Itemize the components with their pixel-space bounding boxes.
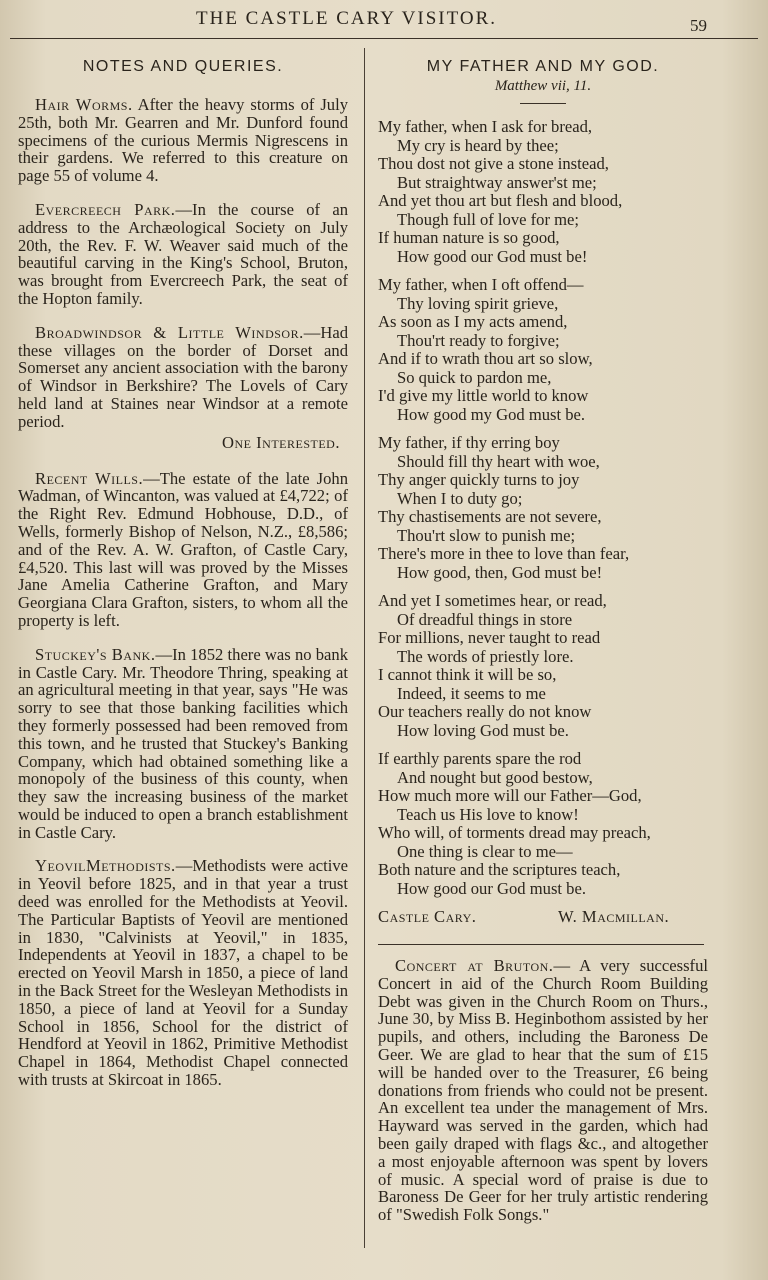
page-number: 59 xyxy=(690,16,707,35)
poem-line: And if to wrath thou art so slow, xyxy=(378,349,593,368)
note-body: After the heavy storms of July 25th, both Mr. Gearren and Mr. Dunford found specimens of the curious Mermis Nigrescens in their gardens. We referred to this creature on page 55 of volume 4. xyxy=(18,95,348,186)
poem-rule xyxy=(520,103,566,104)
header-rule xyxy=(10,38,758,39)
note-broadwindsor xyxy=(18,324,348,431)
note-body: —Methodists were active in Yeovil before 1825, and in that year a trust deed was enrolled for the Methodists at Yeovil. The Particular Baptists of Yeovil are mentioned in 1830, "Calvinists at Yeovil," in 1835, Independents at Yeovil in 1837, a chapel to be erected on Yeovil Marsh in 1850, a piece of land in the Back Street for the Wesleyan Methodists in 1850, a piece of land at Yeovil for a Sunday School in 1856, School for the district of Hendford at Yeovil in 1862, Primitive Methodist Chapel in 1864, Methodist Chapel connected with trusts at Skircoat in 1865. xyxy=(18,856,348,1090)
poem-line: For millions, never taught to read xyxy=(378,628,601,647)
note-hair-worms xyxy=(18,96,348,185)
note-lead: Hair Worms. xyxy=(35,95,133,114)
poem-line: Thy loving spirit grieve, xyxy=(397,293,559,313)
note-body: —In 1852 there was no bank in Castle Cary. Mr. Theodore Thring, speaking at an agricultural meeting in that year, says "He was sorry to see that those banking facilities which they formerly possessed had been removed from this town, and he trusted that Stuckey's Banking Company, which had obtained something like a monopoly of the business of this county, when they saw the increasing business of the market would be induced to open a branch establishment in Castle Cary. xyxy=(18,644,349,842)
poem-author: W. Macmillan. xyxy=(558,907,670,926)
poem-line: Who will, of torments dread may preach, xyxy=(378,823,651,842)
note-lead: YeovilMethodists. xyxy=(35,856,176,876)
poem-stanza xyxy=(378,276,708,424)
poem-line: If human nature is so good, xyxy=(378,228,560,247)
note-lead: Stuckey's Bank. xyxy=(35,644,156,664)
poem-line: When I to duty go; xyxy=(397,488,523,508)
poem-line: One thing is clear to me— xyxy=(397,841,573,861)
poem-line: Should fill thy heart with woe, xyxy=(397,451,600,471)
column-divider xyxy=(364,48,365,1248)
note-signature: One Interested. xyxy=(222,432,340,452)
note-evercreech-park xyxy=(18,201,348,308)
poem-line: My father, if thy erring boy xyxy=(378,433,560,452)
poem-line: How good my God must be. xyxy=(397,404,586,424)
right-column xyxy=(378,52,708,1240)
poem-line: How much more will our Father—God, xyxy=(378,786,642,805)
running-title: THE CASTLE CARY VISITOR. xyxy=(196,8,498,29)
poem-stanza xyxy=(378,750,708,898)
note-body: —The estate of the late John Wadman, of Wincanton, was valued at £4,722; of the Right Rev. Edmund Hobhouse, D.D., of Wells, formerly Bishop of Nelson, N.Z., £8,586; and of the Rev. A. W. Grafton, of Castle Cary, £4,520. This last will was proved by the Misses Jane Amelia Catherine Grafton, and Mary Georgiana Clara Grafton, sisters, to whom all the property is left. xyxy=(18,468,348,630)
poem-line: And yet I sometimes hear, or read, xyxy=(378,591,607,610)
poem-line: And nought but good bestow, xyxy=(397,767,593,787)
poem-line: The words of priestly lore. xyxy=(397,646,574,666)
poem-line: I cannot think it will be so, xyxy=(378,665,557,684)
note-body: — A very successful Concert in aid of the Church Room Building Debt was given in the Church Room on Thurs., June 30, by Miss B. Heginbothom assisted by her pupils, and others, including the Baroness De Geer. We are glad to hear that the sum of £15 will be handed over to the Treasurer, £6 being donations from friends who could not be present. An excellent tea under the management of Mrs. Hayward was served in the garden, which had been gaily draped with flags &c., and altogether a most enjoyable afternoon was spent by lovers of music. A special word of praise is due to Baroness De Geer for her truly artistic rendering of "Swedish Folk Songs." xyxy=(378,956,708,1225)
poem-line: So quick to pardon me, xyxy=(397,367,552,387)
poem-line: How good our God must be. xyxy=(397,878,586,898)
poem-line: My father, when I ask for bread, xyxy=(378,117,593,136)
note-lead: Concert at Bruton. xyxy=(395,956,554,975)
poem-line: How good our God must be! xyxy=(397,246,588,266)
poem-line: Thou'rt slow to punish me; xyxy=(397,525,576,545)
poem-body xyxy=(378,118,708,898)
note-stuckeys-bank xyxy=(18,646,348,842)
poem-line: How loving God must be. xyxy=(397,720,569,740)
poem-line: Teach us His love to know! xyxy=(397,804,579,824)
poem-signature xyxy=(378,908,708,928)
poem-title: MY FATHER AND MY GOD. xyxy=(426,58,660,75)
poem-reference: Matthew vii, 11. xyxy=(494,78,592,94)
note-lead: Evercreech Park. xyxy=(35,199,176,219)
poem-line: My father, when I oft offend— xyxy=(378,275,584,294)
poem-line: Of dreadful things in store xyxy=(397,609,573,629)
poem-line: Thou dost not give a stone instead, xyxy=(378,154,609,173)
poem-line: If earthly parents spare the rod xyxy=(378,749,582,768)
poem-line: And yet thou art but flesh and blood, xyxy=(378,191,623,210)
note-lead: Recent Wills. xyxy=(35,468,144,488)
note-yeovil-methodists xyxy=(18,857,348,1088)
poem-line: Thou'rt ready to forgive; xyxy=(397,330,560,350)
poem-line: My cry is heard by thee; xyxy=(397,135,559,155)
note-concert-at-bruton xyxy=(378,957,708,1224)
poem-stanza xyxy=(378,434,708,582)
poem-line: Indeed, it seems to me xyxy=(397,683,546,703)
poem-place: Castle Cary. xyxy=(378,907,477,926)
poem-line: Both nature and the scriptures teach, xyxy=(378,860,621,879)
note-lead: Broadwindsor & Little Windsor. xyxy=(35,322,304,342)
poem-stanza xyxy=(378,592,708,740)
poem-line: There's more in thee to love than fear, xyxy=(378,544,630,563)
poem-line: Thy chastisements are not severe, xyxy=(378,507,602,526)
poem-line: How good, then, God must be! xyxy=(397,562,603,582)
left-column xyxy=(18,52,348,1105)
poem-line: Though full of love for me; xyxy=(397,209,580,229)
poem-line: But straightway answer'st me; xyxy=(397,172,597,192)
poem-line: Thy anger quickly turns to joy xyxy=(378,470,580,489)
poem-line: As soon as I my acts amend, xyxy=(378,312,568,331)
running-head xyxy=(0,8,768,36)
section-heading: NOTES AND QUERIES. xyxy=(82,58,284,75)
note-body: —In the course of an address to the Archæological Society on July 20th, the Rev. F. W. Weaver said much of the beautiful carving in the King's School, Bruton, was brought from Evercreech Park, the seat of the Hopton family. xyxy=(18,199,348,308)
note-body: —Had these villages on the border of Dorset and Somerset any ancient association with the barony of Windsor in Berkshire? The Lovels of Cary held land at Staines near Windsor at a remote period. xyxy=(18,322,348,431)
note-recent-wills xyxy=(18,470,348,630)
poem-line: Our teachers really do not know xyxy=(378,702,592,721)
poem-line: I'd give my little world to know xyxy=(378,386,589,405)
section-rule xyxy=(378,944,704,945)
poem-stanza xyxy=(378,118,708,266)
